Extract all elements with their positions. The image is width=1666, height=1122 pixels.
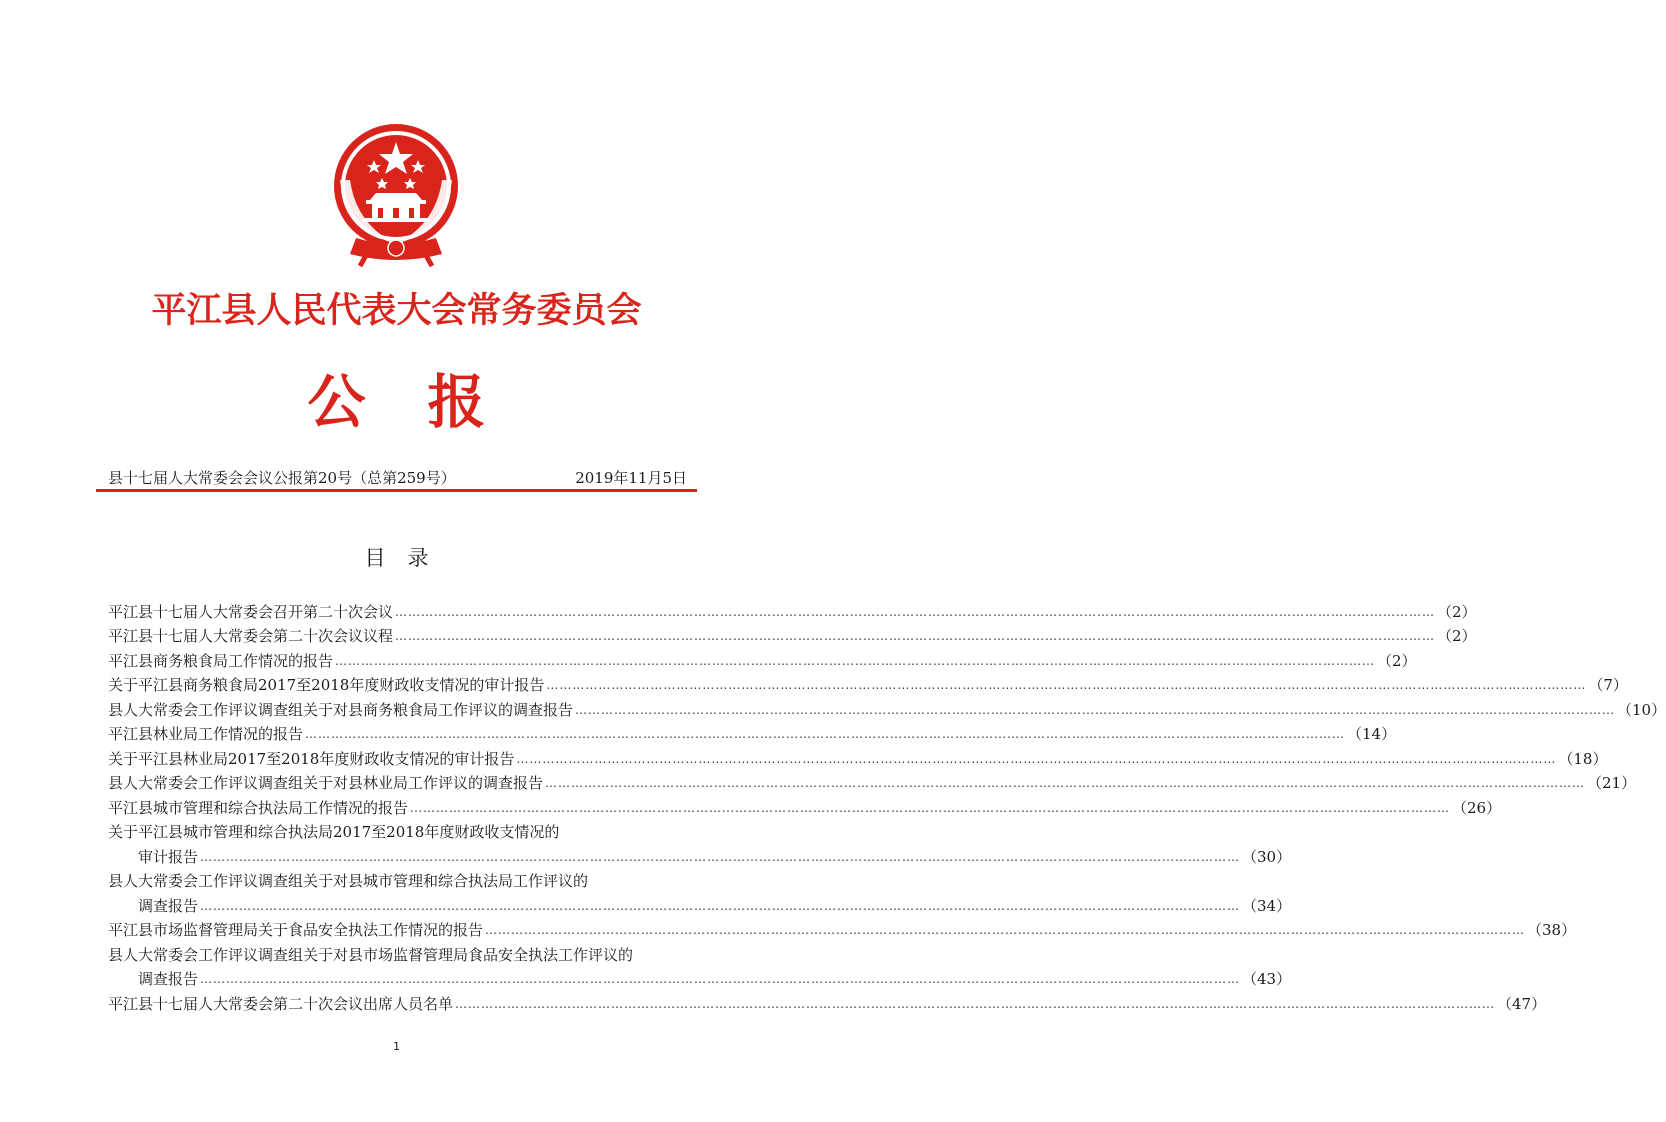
red-divider — [96, 489, 697, 492]
toc-leader-dots: …………………………………………………………………………………………………………………………………………………………………………………………………………………… — [545, 776, 1586, 790]
toc-entry-title: 平江县十七届人大常委会召开第二十次会议 — [108, 602, 394, 621]
national-emblem-icon — [316, 120, 476, 268]
toc-leader-dots: …………………………………………………………………………………………………………………………………………………………………………………………………………………… — [410, 800, 1451, 815]
toc-entry-title: 平江县林业局工作情况的报告 — [108, 725, 304, 743]
issue-number: 县十七届人大常委会会议公报第20号（总第259号） — [108, 469, 456, 487]
toc-entry-title: 关于平江县商务粮食局2017至2018年度财政收支情况的审计报告 — [108, 676, 545, 694]
toc-entry-title: 关于平江县林业局2017至2018年度财政收支情况的审计报告 — [108, 749, 515, 768]
toc-leader-dots: …………………………………………………………………………………………………………………………………………………………………………………………………………………… — [200, 849, 1241, 864]
toc-entry-title: 审计报告 — [138, 847, 199, 866]
toc-entry[interactable] — [108, 768, 1637, 793]
toc-entry-page: （30） — [1242, 847, 1292, 866]
toc-entry-page: （38） — [1527, 921, 1577, 939]
bulletin-title: 公报 — [307, 368, 548, 436]
toc-entry-page: （7） — [1588, 676, 1628, 694]
toc-entry-title: 平江县商务粮食局工作情况的报告 — [108, 651, 334, 670]
toc-entry-page: （21） — [1587, 774, 1637, 792]
toc-leader-dots: …………………………………………………………………………………………………………………………………………………………………………………………………………………… — [200, 972, 1241, 986]
toc-leader-dots: …………………………………………………………………………………………………………………………………………………………………………………………………………………… — [546, 678, 1587, 692]
toc-leader-dots: …………………………………………………………………………………………………………………………………………………………………………………………………………………… — [516, 751, 1557, 766]
toc-entry-title: 调查报告 — [138, 970, 199, 988]
toc-entry[interactable] — [108, 817, 1292, 866]
toc-entry-page: （43） — [1242, 970, 1292, 988]
toc-entry[interactable] — [108, 792, 1502, 817]
toc-entry-page: （10） — [1617, 700, 1666, 719]
toc-entry-title: 县人大常委会工作评议调查组关于对县商务粮食局工作评议的调查报告 — [108, 700, 574, 719]
toc-entry-title: 平江县市场监督管理局关于食品安全执法工作情况的报告 — [108, 921, 484, 939]
toc-entry[interactable] — [108, 645, 1417, 670]
toc-leader-dots: …………………………………………………………………………………………………………………………………………………………………………………………………………………… — [395, 604, 1436, 619]
toc-entry-page: （47） — [1497, 994, 1547, 1013]
toc-leader-dots: …………………………………………………………………………………………………………………………………………………………………………………………………………………… — [305, 727, 1346, 741]
toc-entry-title: 关于平江县城市管理和综合执法局2017至2018年度财政收支情况的 — [108, 823, 560, 841]
toc-title: 目录 — [364, 546, 451, 570]
toc-leader-dots: …………………………………………………………………………………………………………………………………………………………………………………………………………………… — [485, 923, 1526, 937]
toc-leader-dots: …………………………………………………………………………………………………………………………………………………………………………………………………………………… — [455, 996, 1496, 1011]
toc-entry-title: 县人大常委会工作评议调查组关于对县市场监督管理局食品安全执法工作评议的 — [108, 945, 634, 964]
toc-entry-title: 县人大常委会工作评议调查组关于对县林业局工作评议的调查报告 — [108, 774, 544, 792]
organization-name: 平江县人民代表大会常务委员会 — [151, 290, 642, 331]
toc-entry[interactable] — [108, 939, 1292, 988]
toc-entry-title: 调查报告 — [138, 896, 199, 915]
table-of-contents — [108, 596, 1666, 1013]
toc-entry-page: （26） — [1452, 798, 1502, 817]
toc-entry[interactable] — [108, 866, 1292, 915]
toc-entry-page: （18） — [1558, 749, 1608, 768]
toc-leader-dots: …………………………………………………………………………………………………………………………………………………………………………………………………………………… — [200, 898, 1241, 913]
toc-entry[interactable] — [108, 596, 1477, 621]
toc-entry-title: 平江县城市管理和综合执法局工作情况的报告 — [108, 798, 409, 817]
toc-entry[interactable] — [108, 719, 1397, 744]
toc-entry[interactable] — [108, 621, 1477, 646]
issue-date: 2019年11月5日 — [575, 469, 687, 487]
toc-entry[interactable] — [108, 694, 1666, 719]
toc-leader-dots: …………………………………………………………………………………………………………………………………………………………………………………………………………………… — [395, 629, 1436, 643]
toc-entry-page: （2） — [1437, 602, 1477, 621]
toc-entry-title: 平江县十七届人大常委会第二十次会议出席人员名单 — [108, 994, 454, 1013]
toc-entry-page: （14） — [1347, 725, 1397, 743]
toc-leader-dots: …………………………………………………………………………………………………………………………………………………………………………………………………………………… — [575, 702, 1616, 717]
toc-entry[interactable] — [108, 915, 1577, 940]
toc-entry[interactable] — [108, 988, 1547, 1013]
toc-entry-title: 县人大常委会工作评议调查组关于对县城市管理和综合执法局工作评议的 — [108, 872, 589, 890]
toc-entry-page: （34） — [1242, 896, 1292, 915]
toc-leader-dots: …………………………………………………………………………………………………………………………………………………………………………………………………………………… — [335, 653, 1376, 668]
toc-entry-page: （2） — [1377, 651, 1417, 670]
page-number: 1 — [393, 1040, 400, 1053]
toc-entry[interactable] — [108, 670, 1628, 695]
toc-entry-title: 平江县十七届人大常委会第二十次会议议程 — [108, 627, 394, 645]
toc-entry[interactable] — [108, 743, 1608, 768]
toc-entry-page: （2） — [1437, 627, 1477, 645]
